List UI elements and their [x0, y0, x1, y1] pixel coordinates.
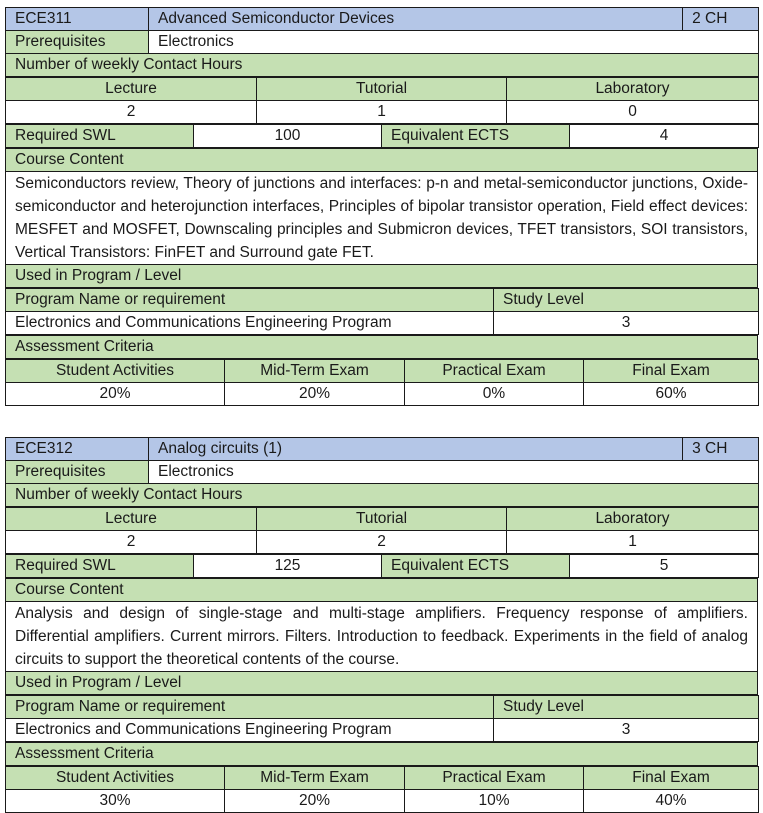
course-code: ECE312	[6, 438, 149, 461]
student-activities-value: 30%	[6, 790, 225, 813]
study-level-value: 3	[494, 719, 759, 742]
assessment-criteria-header: Assessment Criteria	[6, 336, 758, 359]
mid-term-exam-value: 20%	[225, 790, 405, 813]
study-level-label: Study Level	[494, 289, 759, 312]
lecture-hours: 2	[6, 101, 257, 124]
laboratory-hours: 0	[507, 101, 759, 124]
lecture-label: Lecture	[6, 508, 257, 531]
required-swl-value: 100	[194, 125, 382, 148]
mid-term-exam-label: Mid-Term Exam	[225, 360, 405, 383]
laboratory-label: Laboratory	[507, 78, 759, 101]
prerequisites-label: Prerequisites	[6, 31, 149, 54]
contact-hours-header: Number of weekly Contact Hours	[6, 54, 759, 77]
study-level-label: Study Level	[494, 696, 759, 719]
used-in-program-header: Used in Program / Level	[6, 672, 758, 695]
used-in-program-header: Used in Program / Level	[6, 265, 758, 288]
prerequisites-value: Electronics	[149, 461, 759, 484]
required-swl-label: Required SWL	[6, 555, 194, 578]
practical-exam-value: 0%	[405, 383, 584, 406]
equivalent-ects-label: Equivalent ECTS	[382, 555, 570, 578]
practical-exam-label: Practical Exam	[405, 360, 584, 383]
course-table-ece311	[5, 7, 758, 406]
course-title: Analog circuits (1)	[149, 438, 683, 461]
lecture-hours: 2	[6, 531, 257, 554]
course-content-text: Analysis and design of single-stage and multi-stage amplifiers. Frequency response of amplifiers. Differential amplifiers. Current mirrors. Filters. Introduction to feedback. Experiments in the field of analog circuits to support the theoretical contents of the course.	[6, 602, 758, 672]
laboratory-label: Laboratory	[507, 508, 759, 531]
prerequisites-label: Prerequisites	[6, 461, 149, 484]
final-exam-label: Final Exam	[584, 767, 759, 790]
assessment-criteria-header: Assessment Criteria	[6, 743, 758, 766]
course-content-header: Course Content	[6, 149, 758, 172]
credit-hours: 2 CH	[683, 8, 759, 31]
course-content-text: Semiconductors review, Theory of junctions and interfaces: p-n and metal-semiconductor junctions, Oxide-semiconductor and heterojunction interfaces, Principles of bipolar transistor operation, Field effect devices: MESFET and MOSFET, Downscaling principles and Submicron devices, TFET transistors, SOI transistors, Vertical Transistors: FinFET and Surround gate FET.	[6, 172, 758, 265]
program-name-label: Program Name or requirement	[6, 696, 494, 719]
tutorial-label: Tutorial	[257, 78, 507, 101]
final-exam-label: Final Exam	[584, 360, 759, 383]
tutorial-hours: 1	[257, 101, 507, 124]
student-activities-label: Student Activities	[6, 767, 225, 790]
final-exam-value: 40%	[584, 790, 759, 813]
prerequisites-value: Electronics	[149, 31, 759, 54]
lecture-label: Lecture	[6, 78, 257, 101]
practical-exam-value: 10%	[405, 790, 584, 813]
required-swl-value: 125	[194, 555, 382, 578]
equivalent-ects-value: 5	[570, 555, 759, 578]
tutorial-label: Tutorial	[257, 508, 507, 531]
equivalent-ects-label: Equivalent ECTS	[382, 125, 570, 148]
mid-term-exam-value: 20%	[225, 383, 405, 406]
course-title: Advanced Semiconductor Devices	[149, 8, 683, 31]
program-name-value: Electronics and Communications Engineering Program	[6, 719, 494, 742]
course-content-header: Course Content	[6, 579, 758, 602]
required-swl-label: Required SWL	[6, 125, 194, 148]
student-activities-value: 20%	[6, 383, 225, 406]
practical-exam-label: Practical Exam	[405, 767, 584, 790]
laboratory-hours: 1	[507, 531, 759, 554]
program-name-value: Electronics and Communications Engineering Program	[6, 312, 494, 335]
final-exam-value: 60%	[584, 383, 759, 406]
course-table-ece312	[5, 437, 758, 813]
mid-term-exam-label: Mid-Term Exam	[225, 767, 405, 790]
study-level-value: 3	[494, 312, 759, 335]
student-activities-label: Student Activities	[6, 360, 225, 383]
program-name-label: Program Name or requirement	[6, 289, 494, 312]
course-code: ECE311	[6, 8, 149, 31]
equivalent-ects-value: 4	[570, 125, 759, 148]
contact-hours-header: Number of weekly Contact Hours	[6, 484, 759, 507]
credit-hours: 3 CH	[683, 438, 759, 461]
tutorial-hours: 2	[257, 531, 507, 554]
